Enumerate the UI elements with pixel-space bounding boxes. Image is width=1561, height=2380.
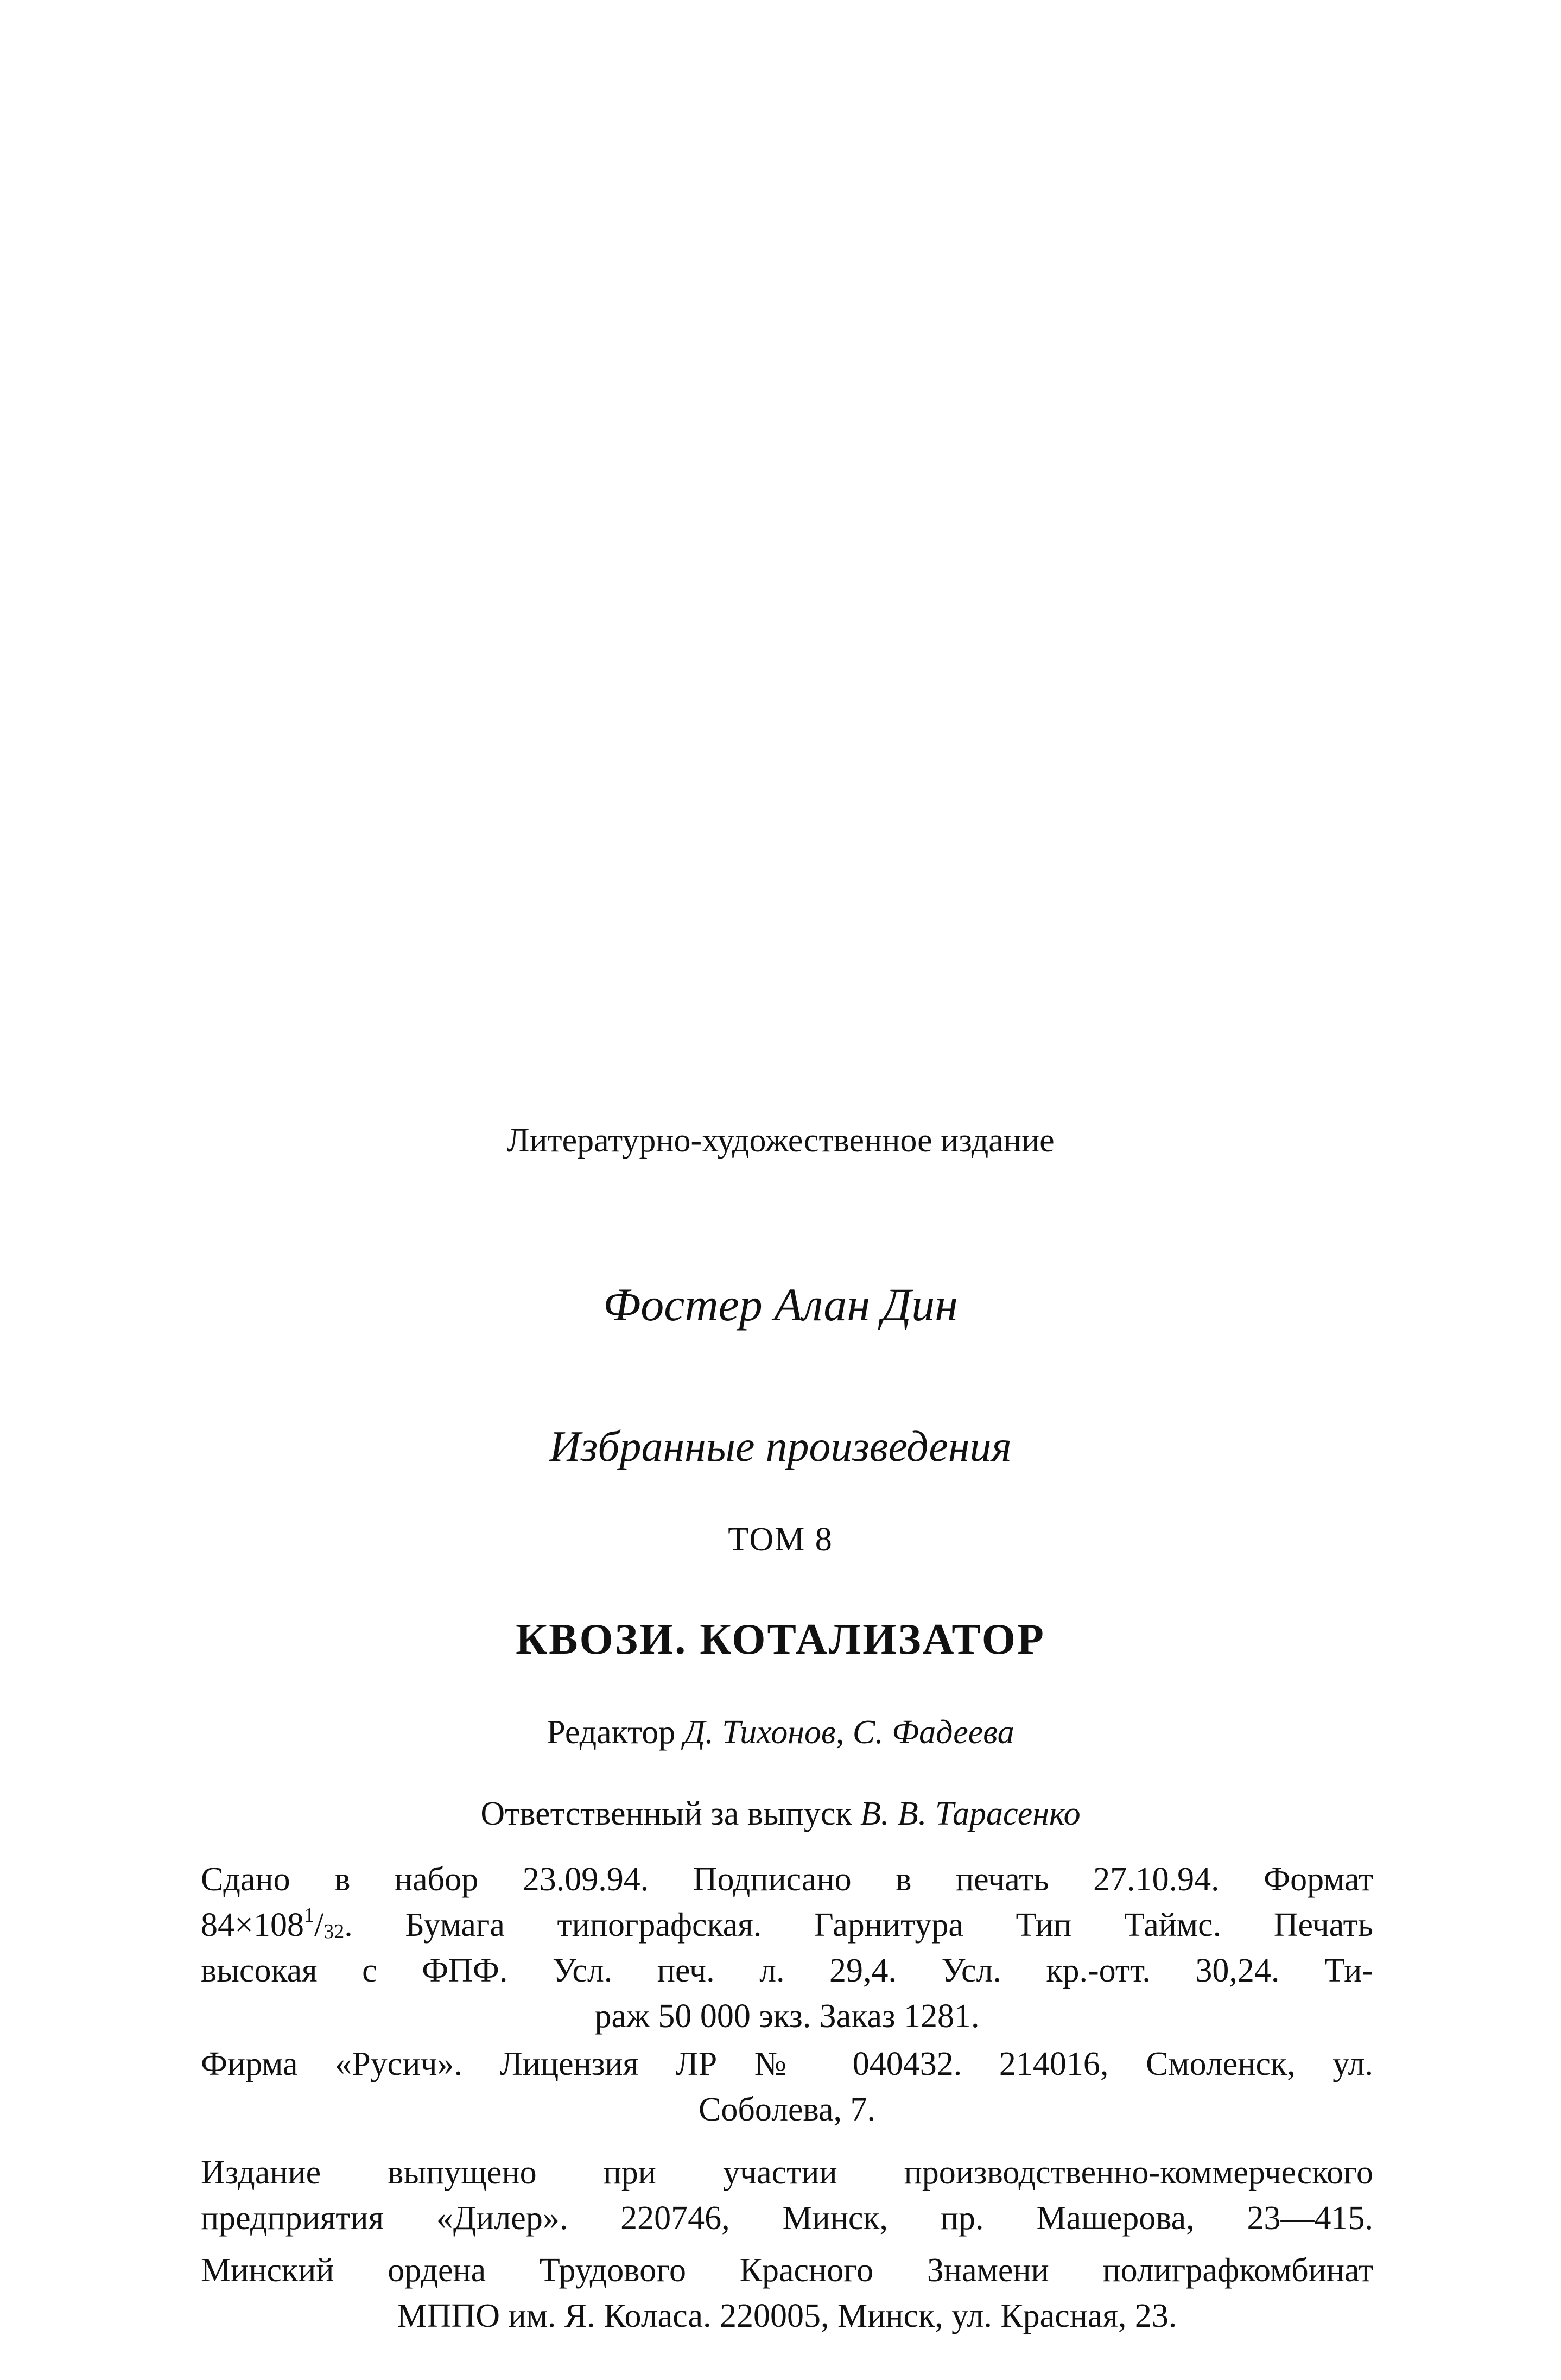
imprint-block xyxy=(201,1857,1373,2039)
printer-block xyxy=(201,2248,1373,2339)
editors-label: Редактор xyxy=(547,1714,676,1751)
imprint-line-3: высокая с ФПФ. Усл. печ. л. 29,4. Усл. кр.-отт. 30,24. Ти- xyxy=(201,1952,1373,1989)
printer-line-2: МППО им. Я. Коласа. 220005, Минск, ул. Красная, 23. xyxy=(397,2297,1177,2334)
co-publisher-line-2: предприятия «Дилер». 220746, Минск, пр. Машерова, 23—415. xyxy=(201,2200,1373,2237)
volume-number: ТОМ 8 xyxy=(728,1521,833,1558)
publisher-line-1: Фирма «Русич». Лицензия ЛР № 040432. 214016, Смоленск, ул. xyxy=(201,2046,1373,2082)
printer-line-1: Минский ордена Трудового Красного Знамени полиграфкомбинат xyxy=(201,2252,1373,2289)
series-label: Литературно-художественное издание xyxy=(506,1122,1055,1159)
publisher-line-2: Соболева, 7. xyxy=(698,2091,875,2128)
co-publisher-line-1: Издание выпущено при участии производственно-коммерческого xyxy=(201,2154,1373,2191)
editors-line xyxy=(0,1716,1561,1749)
responsible-name: В. В. Тарасенко xyxy=(860,1795,1081,1832)
book-title: КВОЗИ. КОТАЛИЗАТОР xyxy=(516,1616,1045,1663)
format-slash: / xyxy=(314,1907,324,1944)
editors-names: Д. Тихонов, С. Фадеева xyxy=(683,1714,1014,1751)
imprint-line-2-text: . Бумага типографская. Гарнитура Тип Таймс. Печать xyxy=(344,1907,1373,1944)
responsible-line xyxy=(0,1797,1561,1831)
co-publisher-block xyxy=(201,2150,1373,2241)
imprint-line-2 xyxy=(201,1902,1373,1948)
responsible-label: Ответственный за выпуск xyxy=(480,1795,852,1832)
publisher-block xyxy=(201,2041,1373,2132)
author-name: Фостер Алан Дин xyxy=(603,1278,958,1331)
format-subscript: 32 xyxy=(323,1920,345,1943)
format-superscript: 1 xyxy=(303,1904,314,1927)
imprint-line-1: Сдано в набор 23.09.94. Подписано в печать 27.10.94. Формат xyxy=(201,1861,1373,1898)
format-prefix: 84×108 xyxy=(201,1907,304,1944)
collection-title: Избранные произведения xyxy=(549,1423,1012,1471)
imprint-line-4: раж 50 000 экз. Заказ 1281. xyxy=(594,1998,980,2035)
